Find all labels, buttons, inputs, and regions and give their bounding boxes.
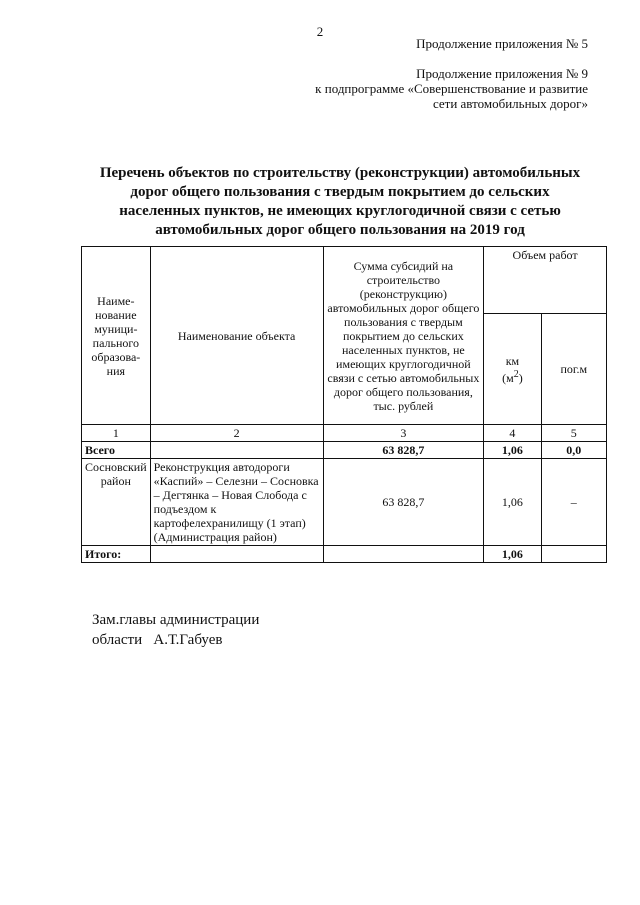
total-label: Всего [82,442,151,459]
title-line: населенных пунктов, не имеющих круглогодичной связи с сетью [119,203,561,219]
itogo-row [82,546,607,563]
km-unit-exponent: 2 [513,368,519,380]
title-line: Перечень объектов по строительству (реконструкции) автомобильных [99,165,581,181]
header-municipality: Наиме-нование муници-пального образова-ния [82,247,151,425]
column-number: 2 [150,425,323,442]
total-row [82,442,607,459]
page-number: 2 [316,24,324,39]
header-volume: Объем работ [484,247,607,314]
itogo-label: Итого: [82,546,151,563]
continuation-appendix-9 [315,66,588,111]
header-object: Наименование объекта [150,247,323,425]
continuation-line: сети автомобильных дорог» [432,96,588,111]
continuation-appendix-5: Продолжение приложения № 5 [416,36,588,51]
total-pm: 0,0 [541,442,606,459]
header-subsidy: Сумма субсидий на строительство (реконструкцию) автомобильных дорог общего пользования с твердым покрытием до сельских населенных пунктов, не имеющих круглогодичной связи с сетью автомобильных дорог общего пользования, тыс. рублей [323,247,484,425]
itogo-empty [323,546,484,563]
total-empty [150,442,323,459]
table-row [82,459,607,546]
row-municipality: Сосновский район [82,459,151,546]
title-line: автомобильных дорог общего пользования на 2019 год [155,222,525,238]
column-number-row [82,425,607,442]
total-km: 1,06 [484,442,541,459]
itogo-km: 1,06 [484,546,541,563]
header-row [82,247,607,314]
continuation-line: Продолжение приложения № 9 [416,66,588,81]
column-number: 5 [541,425,606,442]
document-title [72,164,608,240]
column-number: 3 [323,425,484,442]
column-number: 4 [484,425,541,442]
itogo-empty [541,546,606,563]
objects-table [81,246,607,563]
row-object: Реконструкция автодороги «Каспий» – Селезни – Сосновка – Дегтянка – Новая Слобода с подъездом к картофелехранилищу (1 этап) (Администрация район) [150,459,323,546]
signature-name: области А.Т.Габуев [92,632,223,648]
signature-block [92,610,259,650]
itogo-empty [150,546,323,563]
signature-position: Зам.главы администрации [92,612,260,628]
header-km [484,314,541,425]
row-km: 1,06 [484,459,541,546]
row-subsidy: 63 828,7 [323,459,484,546]
total-subsidy: 63 828,7 [323,442,484,459]
continuation-line: к подпрограмме «Совершенствование и развитие [315,81,588,96]
row-pm: – [541,459,606,546]
header-pm: пог.м [541,314,606,425]
km-unit: $(м^2)$ [502,368,523,385]
title-line: дорог общего пользования с твердым покрытием до сельских [130,184,550,200]
km-label: км [505,353,520,368]
column-number: 1 [82,425,151,442]
